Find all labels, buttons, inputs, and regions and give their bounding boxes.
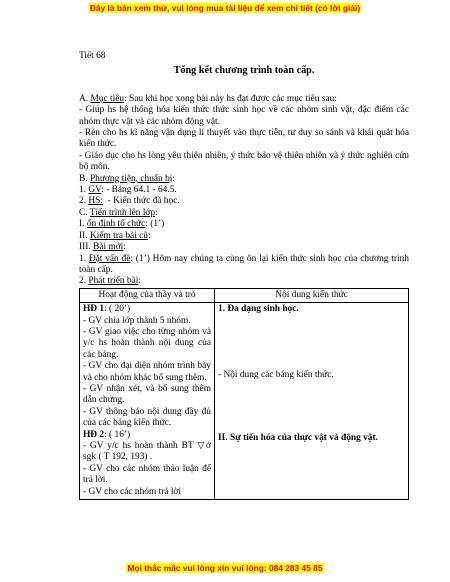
means-gv-label: GV: [88, 185, 102, 196]
column-header-activities: Hoạt động của thầy và trò: [80, 288, 215, 302]
process-s1-label: Đặt vấn đề: [88, 253, 131, 264]
lesson-title: Tổng kết chương trình toàn cấp.: [173, 65, 315, 77]
top-preview-banner: [0, 3, 450, 13]
process-s1-text: : (1’) Hôm nay chúng ta cùng ôn lại kiến thức sinh học của chương trình toàn cấp.: [79, 253, 409, 275]
activity-line: - GV cho các nhóm trả lời: [83, 486, 181, 497]
activity-line: - GV nhận xét, và bổ sung thêm dẫn chứng.: [83, 383, 211, 406]
process-ii-label: Kiểm tra bài cũ: [89, 230, 148, 241]
process-s2-prefix: 2.: [79, 276, 89, 287]
bottom-contact-banner: [0, 563, 450, 573]
activity-line: - GV y/c hs hoàn thành BT ▽ở sgk ( T 192, 193) .: [83, 441, 211, 463]
process-heading: [79, 208, 409, 219]
process-s2-suffix: :: [138, 276, 141, 287]
activity-2-time: : ( 16’): [104, 429, 131, 440]
objectives-heading: [79, 94, 409, 105]
activity-line: - GV cho đại diện nhóm trình bày và cho nhóm khác bổ sung thêm.: [83, 361, 211, 383]
objectives-label: Mục tiêu: [90, 93, 125, 104]
activity-line: - GV chia lớp thành 5 nhóm.: [83, 315, 191, 326]
process-s1-prefix: 1.: [79, 253, 89, 264]
content-heading-2: II. Sự tiến hóa của thực vật và động vật.: [218, 432, 378, 443]
activity-line: - GV giao việc cho từng nhóm và y/c hs hoàn thành nội dung của các bảng.: [83, 326, 211, 360]
process-i-text: : (1’): [145, 219, 165, 230]
document-page: [79, 51, 409, 500]
means-hs-label: HS:: [88, 196, 103, 207]
lesson-plan-table: [79, 288, 409, 500]
process-development: [79, 276, 409, 287]
means-suffix: :: [172, 173, 175, 184]
means-heading: [79, 174, 409, 185]
objective-item: - Giáo dục cho hs lòng yêu thiên nhiên, ý thức bảo vệ thiên nhiên và ý thức nghiên cứu bộ môn.: [79, 150, 409, 173]
means-gv-text: : - Bảng 64.1 - 64.5.: [101, 185, 177, 196]
activity-line: - GV thông báo nội dung đầy đủ của các bảng kiến thức.: [83, 406, 211, 429]
process-step-iii: [79, 242, 409, 253]
process-iii-label: Bài mới: [93, 242, 124, 253]
column-header-content: Nội dung kiến thức: [215, 288, 409, 302]
table-header-row: [80, 288, 409, 302]
content-heading-1: 1. Đa dạng sinh học.: [218, 304, 299, 315]
process-label: Tiến trình lên lớp: [89, 207, 156, 218]
content-text-1: - Nội dung các bảng kiến thức.: [218, 369, 334, 380]
table-row: [80, 303, 409, 500]
process-step-ii: [79, 231, 409, 242]
means-prefix: B.: [79, 173, 90, 184]
process-i-label: ổn định tổ chức: [86, 219, 146, 230]
lesson-number: Tiết 68: [79, 51, 106, 61]
content-cell: [215, 303, 409, 500]
process-iii-suffix: :: [123, 242, 126, 253]
objective-item: - Rèn cho hs kĩ năng vận dụng lí thuyết vào thực tiễn, tư duy so sánh và khái quát hóa kiến thức.: [79, 128, 409, 150]
activity-1-time: : ( 20’): [104, 304, 131, 315]
process-iii-prefix: III.: [79, 242, 94, 253]
process-prefix: C.: [79, 207, 90, 218]
bottom-banner-text: Mọi thắc mắc vui lòng xin vui lòng: 084 283 45 85: [127, 563, 323, 573]
process-i-prefix: I.: [79, 219, 87, 230]
activity-2-label: HĐ 2: [83, 429, 105, 440]
activities-cell: [80, 303, 215, 500]
lesson-body: [79, 94, 409, 288]
means-teacher: [79, 185, 409, 196]
process-suffix: :: [155, 207, 158, 218]
means-label: Phương tiện, chuẩn bị: [89, 173, 173, 184]
activity-1-heading: [83, 304, 211, 315]
top-banner-text: Đây là bản xem thử, vui lòng mua tài liệu để xem chi tiết (có lời giải): [89, 3, 361, 13]
activity-line: - GV cho các nhóm thảo luận để trả lời.: [83, 463, 211, 486]
process-s2-label: Phát triển bài: [88, 276, 139, 287]
means-hs-text: - Kiến thức đã học.: [102, 196, 180, 207]
process-ii-suffix: :: [148, 230, 151, 241]
means-gv-prefix: 1.: [79, 185, 89, 196]
objective-item: - Giúp hs hệ thống hóa kiến thức thức sinh học về các nhóm sinh vật, đặc điểm các nhóm thực vật và các nhóm động vật.: [79, 105, 409, 127]
process-step-i: [79, 219, 409, 230]
process-intro: [79, 254, 409, 277]
means-student: [79, 196, 409, 207]
activity-1-label: HĐ 1: [83, 304, 105, 315]
process-ii-prefix: II.: [79, 230, 90, 241]
means-hs-prefix: 2.: [79, 196, 89, 207]
objectives-prefix: A.: [79, 93, 91, 104]
activity-2-heading: [83, 430, 211, 441]
objectives-intro: : Sau khi học xong bài này hs đạt được các mục tiêu sau:: [124, 93, 337, 104]
